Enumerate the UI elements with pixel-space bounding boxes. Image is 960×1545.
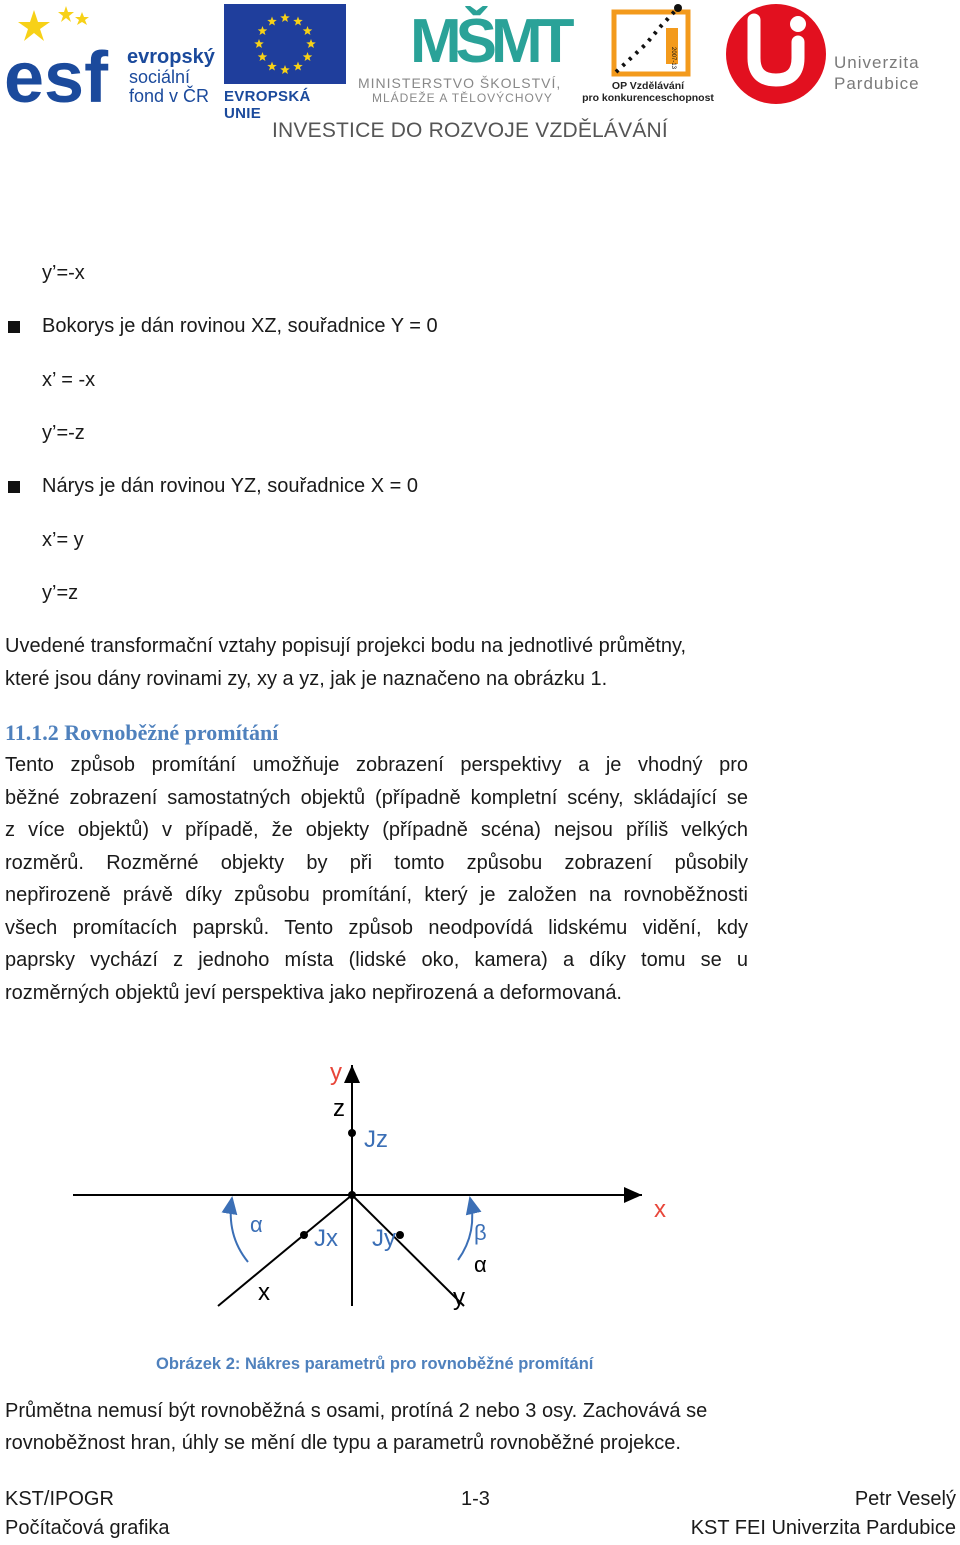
label-x-bottom: x [258, 1279, 270, 1306]
formula-b2-x: x’= y [42, 529, 84, 551]
footer-course-name: Počítačová grafika [5, 1517, 170, 1539]
esf-emblem-icon [4, 2, 124, 118]
diagonal-y-axis [352, 1195, 464, 1306]
point-jy [396, 1231, 404, 1239]
msmt-logo [356, 0, 571, 108]
upce-line2: Pardubice [834, 74, 920, 93]
op-emblem-icon [606, 2, 696, 80]
label-x-right: x [654, 1196, 666, 1223]
esf-logo [4, 2, 219, 118]
upce-emblem-icon [724, 2, 828, 106]
label-beta: β [474, 1220, 487, 1245]
paragraph-2-line: paprsky vychází z jednoho místa (lidské oko, kamera) a díky tomu se u [5, 949, 748, 971]
paragraph-2 [5, 749, 748, 1009]
formula-b2-y: y’=z [42, 582, 79, 604]
header-logos [0, 0, 960, 150]
label-z: z [333, 1095, 345, 1122]
paragraph-2-line: rozměrných objektů jeví perspektiva jako nepřirozená a deformovaná. [5, 981, 622, 1004]
formula-top: y’=-x [42, 262, 85, 284]
paragraph-2-line: rozměrů. Rozměrné objekty by při tomto způsobu zobrazení působily [5, 851, 748, 874]
msmt-logo-letters: MŠMT [410, 7, 569, 76]
paragraph-1-line-1: Uvedené transformační vztahy popisují projekci bodu na jednotlivé průmětny, [5, 635, 687, 657]
msmt-line2: MLÁDEŽE A TĚLOVÝCHOVY [372, 91, 553, 105]
alpha-left-arc [231, 1198, 248, 1262]
op-line1: OP Vzdělávání [611, 80, 685, 92]
bullet-bokorys: Bokorys je dán rovinou XZ, souřadnice Y = 0 [42, 315, 438, 337]
label-alpha-left: α [250, 1212, 263, 1237]
paragraph-2-line: Tento způsob promítání umožňuje zobrazení perspektivy a je vhodný pro [5, 754, 748, 776]
paragraph-2-line: z více objektů) v případě, že objekty (případně scéna) nejsou příliš velkých [5, 819, 748, 841]
footer-page-number: 1-3 [461, 1488, 490, 1510]
msmt-emblem-icon [406, 2, 569, 76]
bullet-narys: Nárys je dán rovinou YZ, souřadnice X = 0 [42, 475, 418, 497]
figure-caption: Obrázek 2: Nákres parametrů pro rovnoběžné promítání [156, 1355, 594, 1373]
point-jx [300, 1231, 308, 1239]
paragraph-3-line-1: Průmětna nemusí být rovnoběžná s osami, protíná 2 nebo 3 osy. Zachovává se [5, 1400, 708, 1422]
eu-logo [224, 4, 349, 122]
esf-line3: fond v ČR [129, 86, 210, 106]
projection-diagram [0, 1040, 960, 1340]
paragraph-1-line-2: které jsou dány rovinami zy, xy a yz, jak je naznačeno na obrázku 1. [5, 668, 608, 690]
bullet-square-icon [8, 481, 20, 493]
beta-right-arc [458, 1198, 472, 1260]
eu-label: EVROPSKÁ UNIE [224, 88, 311, 122]
op-logo [578, 0, 718, 108]
tagline: INVESTICE DO ROZVOJE VZDĚLÁVÁNÍ [272, 119, 668, 142]
footer-institution: KST FEI Univerzita Pardubice [690, 1517, 956, 1539]
op-line2: pro konkurenceschopnost [582, 92, 714, 104]
footer-course-code: KST/IPOGR [5, 1488, 114, 1510]
upce-line1: Univerzita [834, 53, 920, 72]
formula-b1-x: x’ = -x [42, 369, 96, 391]
formula-b1-y: y’=-z [42, 422, 85, 444]
label-jy: Jy [372, 1225, 396, 1252]
label-jx: Jx [314, 1225, 338, 1252]
esf-logo-letters: esf [4, 38, 109, 118]
esf-line1: evropský [127, 46, 215, 68]
label-jz: Jz [364, 1126, 388, 1153]
op-years: 2007-13 [670, 47, 676, 70]
upce-logo [724, 0, 949, 108]
esf-line2: sociální [129, 67, 191, 87]
label-y-bottom: y [453, 1284, 465, 1311]
paragraph-2-line: nepřirozeně právě díky způsobu promítání, který je založen na rovnoběžnosti [5, 884, 748, 906]
paragraph-2-line: všech promítacích paprsků. Tento způsob neodpovídá lidskému vidění, kdy [5, 916, 748, 939]
paragraph-2-line: běžné zobrazení samostatných objektů (případně kompletní scény, skládající se [5, 786, 748, 809]
label-y-top: y [330, 1059, 342, 1086]
eu-flag-icon [224, 4, 346, 84]
point-jz [348, 1129, 356, 1137]
footer-author: Petr Veselý [854, 1488, 956, 1510]
label-alpha-right: α [474, 1252, 487, 1277]
paragraph-3-line-2: rovnoběžnost hran, úhly se mění dle typu a parametrů rovnoběžné projekce. [5, 1432, 681, 1454]
msmt-line1: MINISTERSTVO ŠKOLSTVÍ, [358, 75, 562, 91]
point-origin [348, 1191, 356, 1199]
bullet-square-icon [8, 321, 20, 333]
section-heading: 11.1.2 Rovnoběžné promítání [5, 720, 279, 745]
